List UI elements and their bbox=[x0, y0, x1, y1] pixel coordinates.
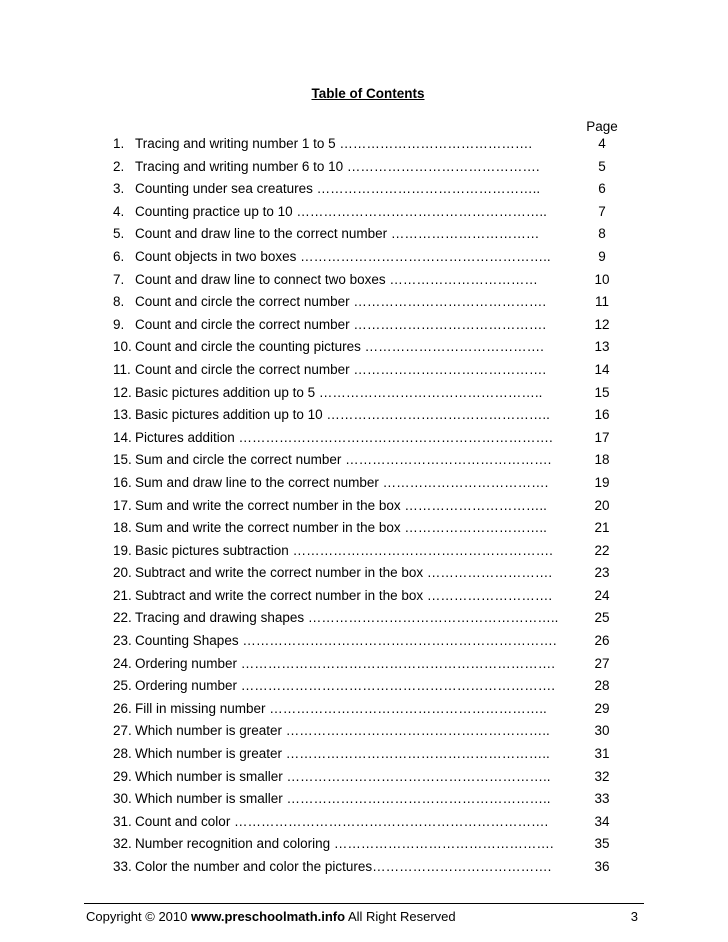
toc-entry bbox=[113, 607, 633, 630]
toc-entry-title: Count objects in two boxes ……………………………………………….. bbox=[135, 248, 551, 264]
toc-entry bbox=[113, 427, 633, 450]
toc-entry bbox=[113, 246, 633, 269]
toc-entry bbox=[113, 720, 633, 743]
toc-entry-number: 1. bbox=[113, 136, 125, 151]
toc-entry-title: Basic pictures subtraction …………………………………………………. bbox=[135, 542, 553, 558]
toc-entry bbox=[113, 562, 633, 585]
page-column-header: Page bbox=[586, 119, 618, 134]
toc-entry bbox=[113, 156, 633, 179]
toc-entry-number: 12. bbox=[113, 384, 132, 400]
toc-entry-number: 3. bbox=[113, 181, 125, 197]
toc-entry bbox=[113, 856, 633, 879]
toc-entry-title: Sum and write the correct number in the box ………………………….. bbox=[135, 497, 547, 513]
table-of-contents bbox=[113, 133, 633, 879]
toc-entry bbox=[113, 833, 633, 856]
toc-entry-page: 7 bbox=[598, 203, 606, 219]
toc-entry-page: 10 bbox=[594, 271, 610, 287]
toc-entry-page: 16 bbox=[594, 407, 610, 423]
toc-entry-number: 10. bbox=[113, 339, 132, 355]
toc-entry-page: 25 bbox=[594, 610, 610, 626]
toc-entry-title: Count and circle the correct number ……………………………………. bbox=[135, 361, 547, 377]
toc-entry-title: Count and circle the correct number ……………………………………. bbox=[135, 294, 547, 310]
toc-entry-page: 34 bbox=[594, 813, 610, 829]
toc-entry-title: Count and draw line to connect two boxes …………………………… bbox=[135, 271, 538, 287]
toc-entry bbox=[113, 359, 633, 382]
toc-entry-title: Count and draw line to the correct number …………………………… bbox=[135, 226, 540, 242]
toc-entry-page: 20 bbox=[594, 497, 610, 513]
toc-entry-number: 6. bbox=[113, 248, 125, 264]
toc-entry-title: Count and color ……………………………………………………………. bbox=[135, 813, 549, 829]
toc-entry-number: 29. bbox=[113, 768, 132, 784]
toc-entry-title: Sum and circle the correct number ………………………………………. bbox=[135, 452, 552, 468]
toc-entry-number: 8. bbox=[113, 294, 125, 310]
toc-entry bbox=[113, 766, 633, 789]
toc-entry bbox=[113, 788, 633, 811]
toc-entry-title: Subtract and write the correct number in the box ………………………. bbox=[135, 565, 553, 581]
toc-entry-number: 9. bbox=[113, 316, 125, 332]
toc-entry-number: 22. bbox=[113, 610, 132, 626]
toc-entry-page: 36 bbox=[594, 859, 610, 874]
toc-entry-number: 7. bbox=[113, 271, 125, 287]
toc-entry bbox=[113, 743, 633, 766]
toc-entry-title: Tracing and writing number 6 to 10 ……………………………………. bbox=[135, 158, 540, 174]
toc-entry bbox=[113, 336, 633, 359]
toc-entry-number: 23. bbox=[113, 633, 132, 649]
toc-entry-page: 12 bbox=[594, 316, 610, 332]
toc-entry-page: 15 bbox=[594, 384, 610, 400]
toc-entry-number: 17. bbox=[113, 497, 132, 513]
toc-entry-page: 18 bbox=[594, 452, 610, 468]
toc-entry-page: 21 bbox=[594, 520, 610, 536]
toc-entry-number: 14. bbox=[113, 429, 132, 445]
toc-entry-title: Subtract and write the correct number in the box ………………………. bbox=[135, 587, 553, 603]
toc-entry-title: Basic pictures addition up to 10 ………………………………………….. bbox=[135, 407, 550, 423]
toc-entry-number: 27. bbox=[113, 723, 132, 739]
toc-entry-number: 21. bbox=[113, 587, 132, 603]
toc-entry-title: Counting under sea creatures ………………………………………….. bbox=[135, 181, 541, 197]
toc-entry bbox=[113, 382, 633, 405]
toc-entry-page: 4 bbox=[598, 136, 606, 151]
toc-entry-number: 11. bbox=[113, 361, 131, 377]
toc-entry-number: 20. bbox=[113, 565, 132, 581]
toc-entry-title: Number recognition and coloring …………………………………………. bbox=[135, 836, 554, 852]
toc-entry-page: 33 bbox=[594, 791, 610, 807]
footer-page-number: 3 bbox=[630, 909, 638, 924]
toc-entry bbox=[113, 517, 633, 540]
footer-site-link[interactable]: www.preschoolmath.info bbox=[190, 909, 346, 924]
toc-entry-number: 15. bbox=[113, 452, 132, 468]
toc-entry-number: 32. bbox=[113, 836, 132, 852]
toc-entry-page: 14 bbox=[594, 361, 610, 377]
toc-entry-title: Count and circle the correct number ……………………………………. bbox=[135, 316, 547, 332]
toc-entry-title: Which number is greater ………………………………………………….. bbox=[135, 746, 550, 762]
toc-entry-title: Sum and draw line to the correct number ………………………………. bbox=[135, 474, 549, 490]
toc-entry-page: 31 bbox=[594, 746, 610, 762]
toc-entry-page: 5 bbox=[598, 158, 606, 174]
toc-entry bbox=[113, 585, 633, 608]
toc-entry bbox=[113, 291, 633, 314]
toc-entry-title: Ordering number ……………………………………………………………. bbox=[135, 678, 556, 694]
footer-divider bbox=[84, 903, 644, 904]
toc-entry bbox=[113, 698, 633, 721]
page-title: Table of Contents bbox=[311, 86, 425, 101]
toc-entry-number: 31. bbox=[113, 813, 132, 829]
toc-entry-title: Which number is smaller ………………………………………………….. bbox=[135, 791, 551, 807]
toc-entry-title: Ordering number ……………………………………………………………. bbox=[135, 655, 556, 671]
toc-entry-title: Tracing and writing number 1 to 5 ……………………………………. bbox=[135, 136, 533, 151]
toc-entry-number: 33. bbox=[113, 859, 132, 874]
toc-entry-number: 13. bbox=[113, 407, 132, 423]
toc-entry-page: 29 bbox=[594, 700, 610, 716]
toc-entry-page: 32 bbox=[594, 768, 610, 784]
toc-entry-number: 28. bbox=[113, 746, 132, 762]
toc-entry-title: Counting Shapes ……………………………………………………………. bbox=[135, 633, 557, 649]
footer-rights: All Right Reserved bbox=[345, 909, 456, 924]
toc-entry bbox=[113, 314, 633, 337]
toc-entry bbox=[113, 133, 633, 156]
toc-entry-page: 26 bbox=[594, 633, 610, 649]
toc-entry bbox=[113, 675, 633, 698]
toc-entry-title: Basic pictures addition up to 5 ………………………………………….. bbox=[135, 384, 543, 400]
toc-entry-page: 13 bbox=[594, 339, 610, 355]
toc-entry-title: Counting practice up to 10 ……………………………………………….. bbox=[135, 203, 547, 219]
toc-entry-page: 19 bbox=[594, 474, 610, 490]
toc-entry-page: 24 bbox=[594, 587, 610, 603]
toc-entry-page: 22 bbox=[594, 542, 610, 558]
toc-entry bbox=[113, 201, 633, 224]
toc-entry bbox=[113, 269, 633, 292]
toc-entry bbox=[113, 472, 633, 495]
toc-entry-page: 17 bbox=[594, 429, 610, 445]
toc-entry-number: 18. bbox=[113, 520, 132, 536]
toc-entry-number: 4. bbox=[113, 203, 125, 219]
toc-entry-number: 30. bbox=[113, 791, 132, 807]
toc-entry-title: Fill in missing number …………………………………………………….. bbox=[135, 700, 547, 716]
toc-entry-number: 19. bbox=[113, 542, 132, 558]
toc-entry bbox=[113, 653, 633, 676]
toc-entry bbox=[113, 540, 633, 563]
toc-entry-number: 16. bbox=[113, 474, 132, 490]
toc-entry bbox=[113, 449, 633, 472]
toc-entry-page: 30 bbox=[594, 723, 610, 739]
toc-entry-number: 24. bbox=[113, 655, 132, 671]
toc-entry-title: Color the number and color the pictures…………………………………. bbox=[135, 859, 552, 874]
toc-entry-page: 23 bbox=[594, 565, 610, 581]
toc-entry-title: Count and circle the counting pictures …………………………………. bbox=[135, 339, 544, 355]
toc-entry-number: 25. bbox=[113, 678, 132, 694]
toc-entry-title: Pictures addition ……………………………………………………………. bbox=[135, 429, 553, 445]
toc-entry bbox=[113, 404, 633, 427]
toc-entry-page: 35 bbox=[594, 836, 610, 852]
toc-entry-page: 28 bbox=[594, 678, 610, 694]
toc-entry-title: Which number is greater ………………………………………………….. bbox=[135, 723, 550, 739]
toc-entry-page: 11 bbox=[594, 294, 609, 310]
toc-entry-page: 6 bbox=[598, 181, 606, 197]
toc-entry bbox=[113, 495, 633, 518]
toc-entry-page: 8 bbox=[598, 226, 606, 242]
toc-entry-number: 2. bbox=[113, 158, 125, 174]
toc-entry bbox=[113, 178, 633, 201]
toc-entry-page: 9 bbox=[598, 248, 606, 264]
toc-entry-title: Which number is smaller ………………………………………………….. bbox=[135, 768, 551, 784]
toc-entry-number: 5. bbox=[113, 226, 125, 242]
toc-entry-title: Sum and write the correct number in the box ………………………….. bbox=[135, 520, 547, 536]
toc-entry bbox=[113, 630, 633, 653]
footer-copyright: Copyright © 2010 bbox=[86, 909, 191, 924]
toc-entry-number: 26. bbox=[113, 700, 132, 716]
toc-entry bbox=[113, 223, 633, 246]
toc-entry bbox=[113, 811, 633, 834]
toc-entry-title: Tracing and drawing shapes ……………………………………………….. bbox=[135, 610, 559, 626]
footer bbox=[86, 907, 646, 927]
toc-entry-page: 27 bbox=[594, 655, 610, 671]
